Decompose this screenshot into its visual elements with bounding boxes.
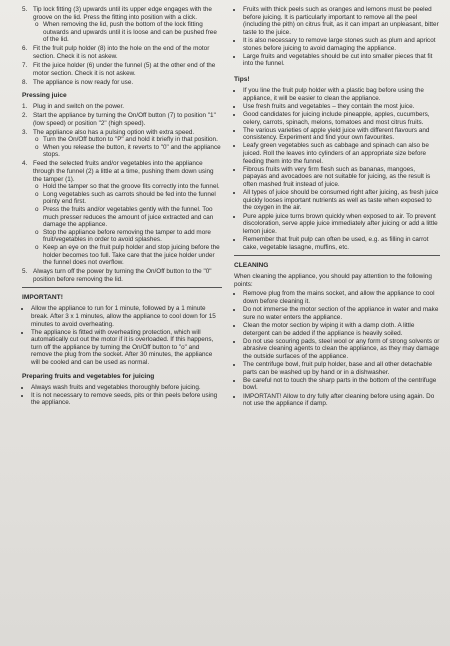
sub-list — [33, 21, 222, 44]
cleaning-item: • Do not use scouring pads, steel wool or any form of strong solvents or abrasive cleaning agents to clean the appliance, as they may damage the outside surfaces of the appliance. — [243, 338, 440, 361]
sub-item: o Hold the tamper so that the groove fits correctly into the funnel. — [43, 183, 222, 191]
step-item — [22, 160, 222, 267]
sub-item: o Keep an eye on the fruit pulp holder and stop juicing before the holder becomes too full. Take care that the juice holder under the funnel does not overflow. — [43, 244, 222, 267]
step-text: The appliance also has a pulsing option with extra speed. — [33, 128, 195, 136]
tips-list — [234, 87, 440, 251]
important-item: • Allow the appliance to run for 1 minute, followed by a 1 minute break. After 3 x 1 minutes, allow the appliance to cool down for 15 minutes to avoid overheating. — [31, 305, 222, 328]
left-column — [22, 6, 222, 408]
step-text: Tip lock fitting (3) upwards until its upper edge engages with the groove on the lid. Press the fitting into position with a click. — [33, 6, 212, 21]
cleaning-item: • Do not immerse the motor section of the appliance in water and make sure no water enters the appliance. — [243, 306, 440, 321]
cleaning-intro: When cleaning the appliance, you should pay attention to the following points: — [234, 273, 432, 288]
assembly-steps-list — [22, 6, 222, 86]
cleaning-item: • Clean the motor section by wiping it with a damp cloth. A little detergent can be added if the appliance is heavily soiled. — [243, 322, 440, 337]
cleaning-heading: CLEANING — [234, 262, 269, 270]
preparing-item: • It is not necessary to remove seeds, pits or thin peels before using the appliance. — [31, 392, 222, 407]
prep-item: • Fruits with thick peels such as oranges and lemons must be peeled before juicing. It is particularly important to remove all the peel (including the pith) on citrus fruit, as it can impart an unpleasant, bitter taste to the juice. — [243, 6, 440, 36]
step-number: 2. — [22, 112, 28, 120]
tip-item: • Use fresh fruits and vegetables – they contain the most juice. — [243, 103, 440, 111]
tip-item: • Pure apple juice turns brown quickly when exposed to air. To prevent discoloration, serve apple juice immediately after juicing or add a little lemon juice. — [243, 213, 440, 236]
step-number: 5. — [22, 268, 28, 276]
tip-item: • Leafy green vegetables such as cabbage and spinach can also be juiced. Roll the leaves into cylinders of an appropriate size before feeding them into the funnel. — [243, 142, 440, 165]
step-text: Plug in and switch on the power. — [33, 103, 124, 111]
step-number: 6. — [22, 45, 28, 53]
pressing-juice-heading: Pressing juice — [22, 92, 67, 100]
tips-heading: Tips! — [234, 75, 250, 83]
cleaning-item: • IMPORTANT! Allow to dry fully after cleaning before using again. Do not use the appliance if damp. — [243, 393, 440, 408]
section-divider — [234, 255, 440, 256]
preparing-heading: Preparing fruits and vegetables for juicing — [22, 372, 155, 380]
step-number: 7. — [22, 61, 28, 69]
sub-item: o Press the fruits and/or vegetables gently with the funnel. Too much presser reduces the amount of juice extracted and can damage the appliance. — [43, 206, 222, 229]
tip-item: • Fibrous fruits with very firm flesh such as bananas, mangoes, papayas and avocadoes are not suitable for juicing, as the result is often mashed fruit instead of juice. — [243, 166, 440, 189]
pressing-steps-list — [22, 103, 222, 283]
step-item — [22, 78, 222, 87]
sub-list — [33, 136, 222, 159]
important-item: • The appliance is fitted with overheating protection, which will automatically cut out the motor if it is overloaded. If this happens, turn off the appliance by turning the On/Off button to "o" and remove the plug from the socket. After 30 minutes, the appliance will be cooled and can be used as normal. — [31, 329, 222, 367]
cleaning-item: • The centrifuge bowl, fruit pulp holder, base and all other detachable parts can be washed up by hand or in a dishwasher. — [243, 361, 440, 376]
step-item — [22, 268, 222, 283]
sub-list — [33, 183, 222, 267]
tip-item: • If you line the fruit pulp holder with a plastic bag before using the appliance, it will be easier to clean the appliance. — [243, 87, 440, 102]
step-number: 5. — [22, 6, 28, 13]
cleaning-item: • Be careful not to touch the sharp parts in the bottom of the centrifuge bowl. — [243, 377, 440, 392]
sub-item: o Long vegetables such as carrots should be fed into the funnel pointy end first. — [43, 191, 222, 206]
right-column — [234, 6, 440, 408]
sub-item: o Stop the appliance before removing the tamper to add more fruit/vegetables in order to avoid splashes. — [43, 229, 222, 244]
step-text: Always turn off the power by turning the On/Off button to the "0" position before removing the lid. — [33, 268, 212, 283]
prep-continued-list — [234, 6, 440, 68]
step-item — [22, 128, 222, 159]
preparing-item: • Always wash fruits and vegetables thoroughly before juicing. — [31, 384, 222, 392]
step-item — [22, 103, 222, 111]
step-item — [22, 6, 222, 44]
cleaning-list — [234, 290, 440, 407]
step-text: Start the appliance by turning the On/Off button (7) to position "1" (low speed) or position "2" (high speed). — [33, 112, 216, 127]
section-divider — [22, 287, 222, 288]
step-item — [22, 45, 222, 60]
step-number: 3. — [22, 128, 28, 136]
step-number: 4. — [22, 160, 28, 168]
tip-item: • Good candidates for juicing include pineapple, apples, cucumbers, celery, carrots, spinach, melons, tomatoes and most citrus fruits. — [243, 111, 440, 126]
step-text: The appliance is now ready for use. — [33, 78, 134, 86]
step-item — [22, 112, 222, 127]
step-text: Feed the selected fruits and/or vegetables into the appliance through the funnel (2) a little at a time, pushing them down using the tamper (1). — [33, 160, 214, 183]
tip-item: • All types of juice should be consumed right after juicing, as fresh juice quickly looses important nutrients as well as taste when exposed to the oxygen in the air. — [243, 189, 440, 212]
prep-item: • Large fruits and vegetables should be cut into smaller pieces that fit into the funnel. — [243, 53, 440, 68]
prep-item: • It is also necessary to remove large stones such as plum and apricot stones before juicing to avoid damaging the appliance. — [243, 37, 440, 52]
step-item — [22, 61, 222, 77]
step-text: Fit the fruit pulp holder (8) into the hole on the end of the motor section. Check it is not askew. — [33, 45, 210, 60]
sub-item: o Turn the On/Off button to "P" and hold it briefly in that position. — [43, 136, 222, 144]
important-heading: IMPORTANT! — [22, 294, 63, 302]
tip-item: • The various varieties of apple yield juice with different flavours and consistency. Experiment and find your own favourites. — [243, 127, 440, 142]
sub-item: o When removing the lid, push the bottom of the lock fitting outwards and upwards until it is loose and can be pushed free of the lid. — [43, 21, 222, 44]
preparing-list — [22, 384, 222, 407]
step-number: 1. — [22, 103, 28, 111]
step-text: Fit the juice holder (6) under the funnel (5) at the other end of the motor section. Check it is not askew. — [33, 61, 216, 77]
cleaning-item: • Remove plug from the mains socket, and allow the appliance to cool down before cleaning it. — [243, 290, 440, 305]
tip-item: • Remember that fruit pulp can often be used, e.g. as filling in carrot cake, vegetable lasagne, muffins, etc. — [243, 236, 440, 251]
step-number: 8. — [22, 78, 28, 86]
important-list — [22, 305, 222, 366]
sub-item: o When you release the button, it reverts to "0" and the appliance stops. — [43, 144, 222, 159]
